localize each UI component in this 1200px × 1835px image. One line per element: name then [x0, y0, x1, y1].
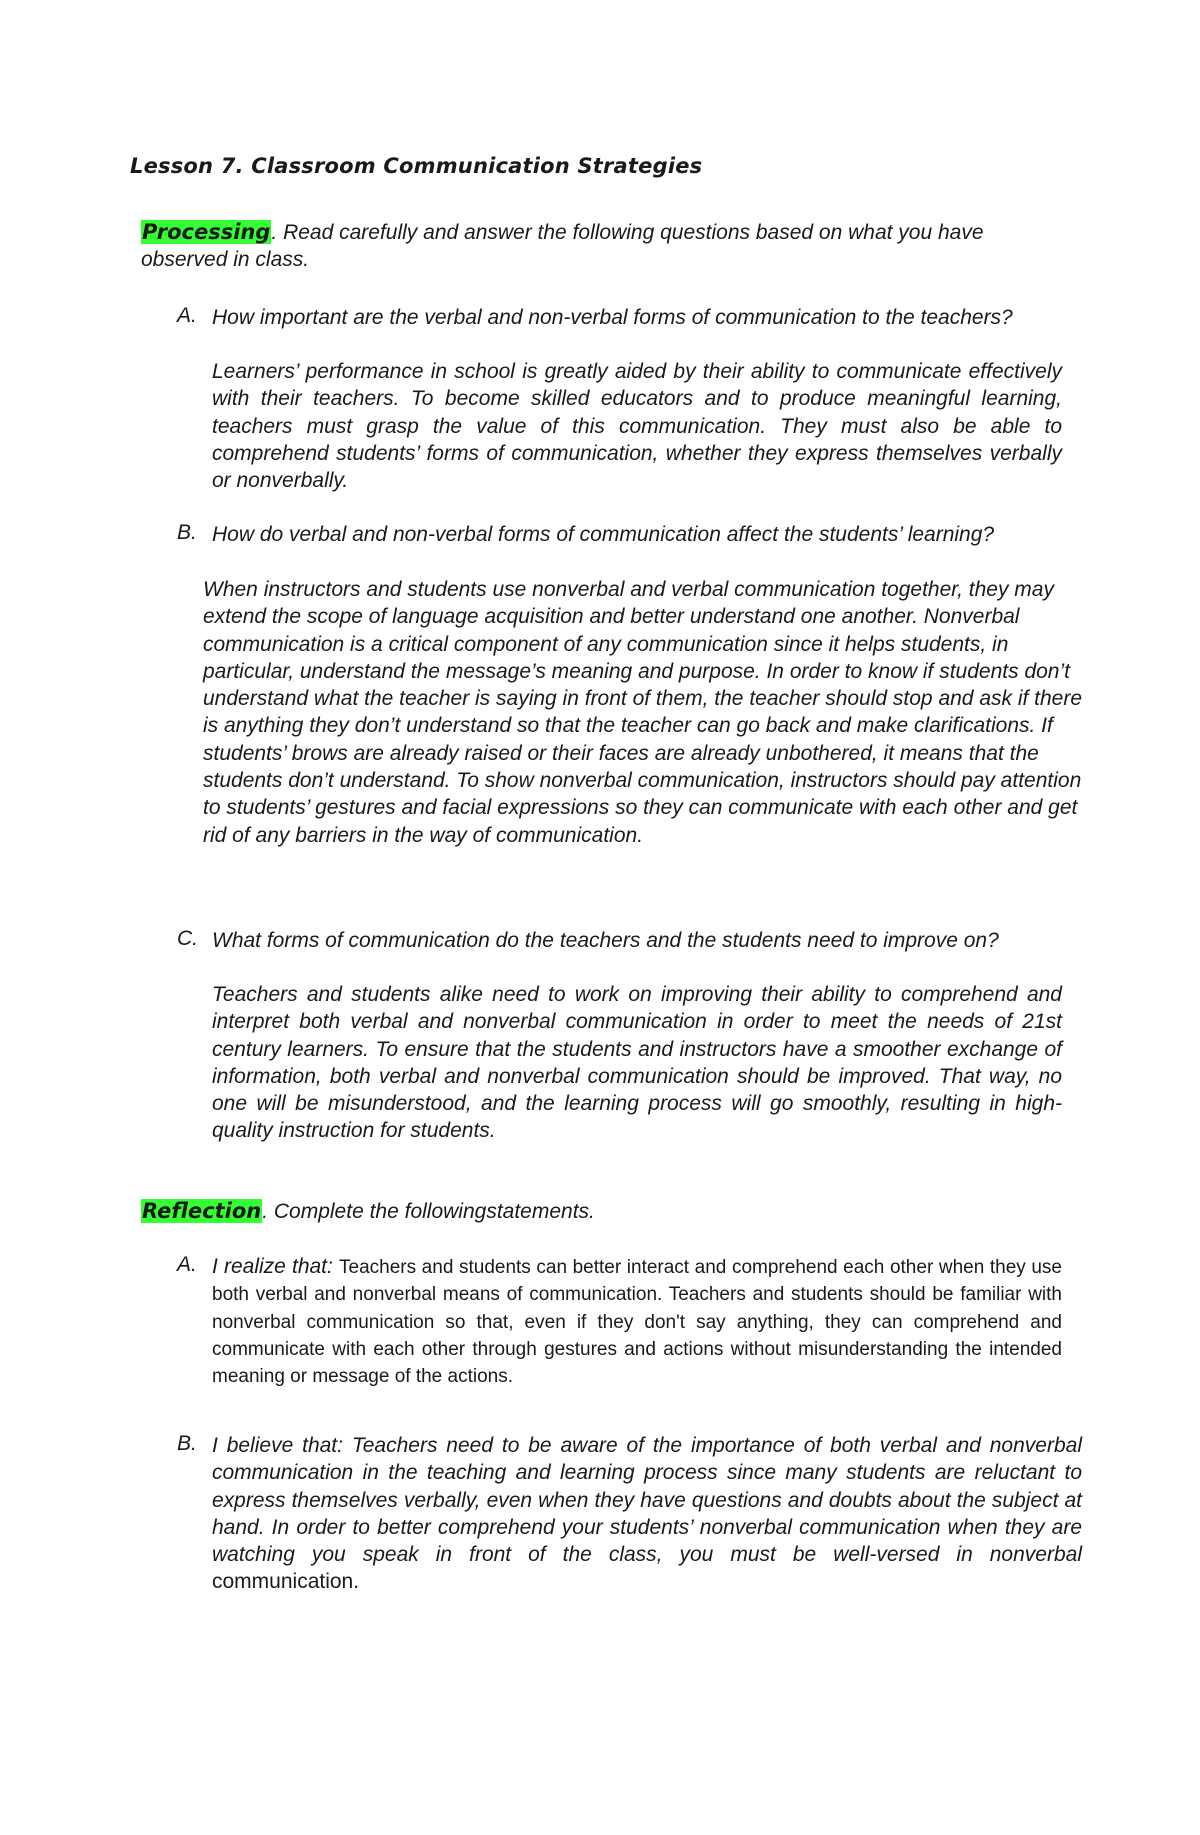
processing-instruction-text: . Read carefully and answer the following questions based on what you have observed in class. [141, 221, 984, 272]
processing-item-c-question: What forms of communication do the teachers and the students need to improve on? [212, 929, 999, 952]
processing-item-a-question: How important are the verbal and non-verbal forms of communication to the teachers? [212, 306, 1013, 329]
processing-item-c-answer: Teachers and students alike need to work on improving their ability to comprehend and interpret both verbal and nonverbal communication in order to meet the needs of 21st century learners. To ensure that the students and instructors have a smoother exchange of information, both verbal and nonverbal communication should be improved. That way, no one will be misunderstood, and the learning process will go smoothly, resulting in high-quality instruction for students. [212, 983, 1062, 1143]
reflection-item-a-text: Teachers and students can better interact and comprehend each other when they use both verbal and nonverbal means of communication. Teachers and students should be familiar with nonverbal communication so that, even if they don't say anything, they can comprehend and communicate with each other through gestures and actions without misunderstanding the intended meaning or message of the actions. [212, 1257, 1063, 1388]
processing-item-b-letter: B. [177, 521, 197, 544]
reflection-item-b-text: Teachers need to be aware of the importance of both verbal and nonverbal communication in the teaching and learning process since many students are reluctant to express themselves verbally, even when they have questions and doubts about the subject at hand. In order to better comprehend your students’ nonverbal communication when they are watching you speak in front of the class, you must be well-versed in nonverbal [212, 1434, 1082, 1567]
processing-item-b-question: How do verbal and non-verbal forms of communication affect the students’ learning? [212, 523, 995, 546]
reflection-item-b-letter: B. [177, 1432, 197, 1455]
processing-instruction [141, 219, 1066, 274]
reflection-instruction [141, 1198, 1066, 1225]
processing-item-c-letter: C. [177, 927, 198, 950]
processing-item-a-answer: Learners’ performance in school is greatly aided by their ability to communicate effectively with their teachers. To become skilled educators and to produce meaningful learning, teachers must grasp the value of this communication. They must also be able to comprehend students’ forms of communication, whether they express themselves verbally or nonverbally. [212, 360, 1062, 493]
reflection-instruction-text: . Complete the followingstatements. [262, 1200, 595, 1223]
reflection-item-b-lead: I believe that: [212, 1434, 352, 1457]
reflection-item-a-letter: A. [177, 1253, 197, 1276]
processing-tag: Processing [142, 220, 271, 244]
reflection-tag: Reflection [142, 1199, 262, 1223]
processing-item-b-answer: When instructors and students use nonverbal and verbal communication together, they may extend the scope of language acquisition and better understand one another. Nonverbal communication is a critical component of any communication since it helps students, in particular, understand the message’s meaning and purpose. In order to know if students don’t understand what the teacher is saying in front of them, the teacher should stop and ask if there is anything they don’t understand so that the teacher can go back and make clarifications. If students’ brows are already raised or their faces are already unbothered, it means that the students don’t understand. To show nonverbal communication, instructors should pay attention to students’ gestures and facial expressions so they can communicate with each other and get rid of any barriers in the way of communication. [203, 578, 1083, 847]
reflection-item-b [212, 1432, 1082, 1596]
reflection-item-b-tail: communication. [212, 1570, 360, 1594]
lesson-title: Lesson 7. Classroom Communication Strategies [130, 154, 703, 178]
reflection-item-a [212, 1253, 1062, 1389]
reflection-item-a-lead: I realize that: [212, 1255, 339, 1278]
processing-item-a-letter: A. [177, 304, 197, 327]
